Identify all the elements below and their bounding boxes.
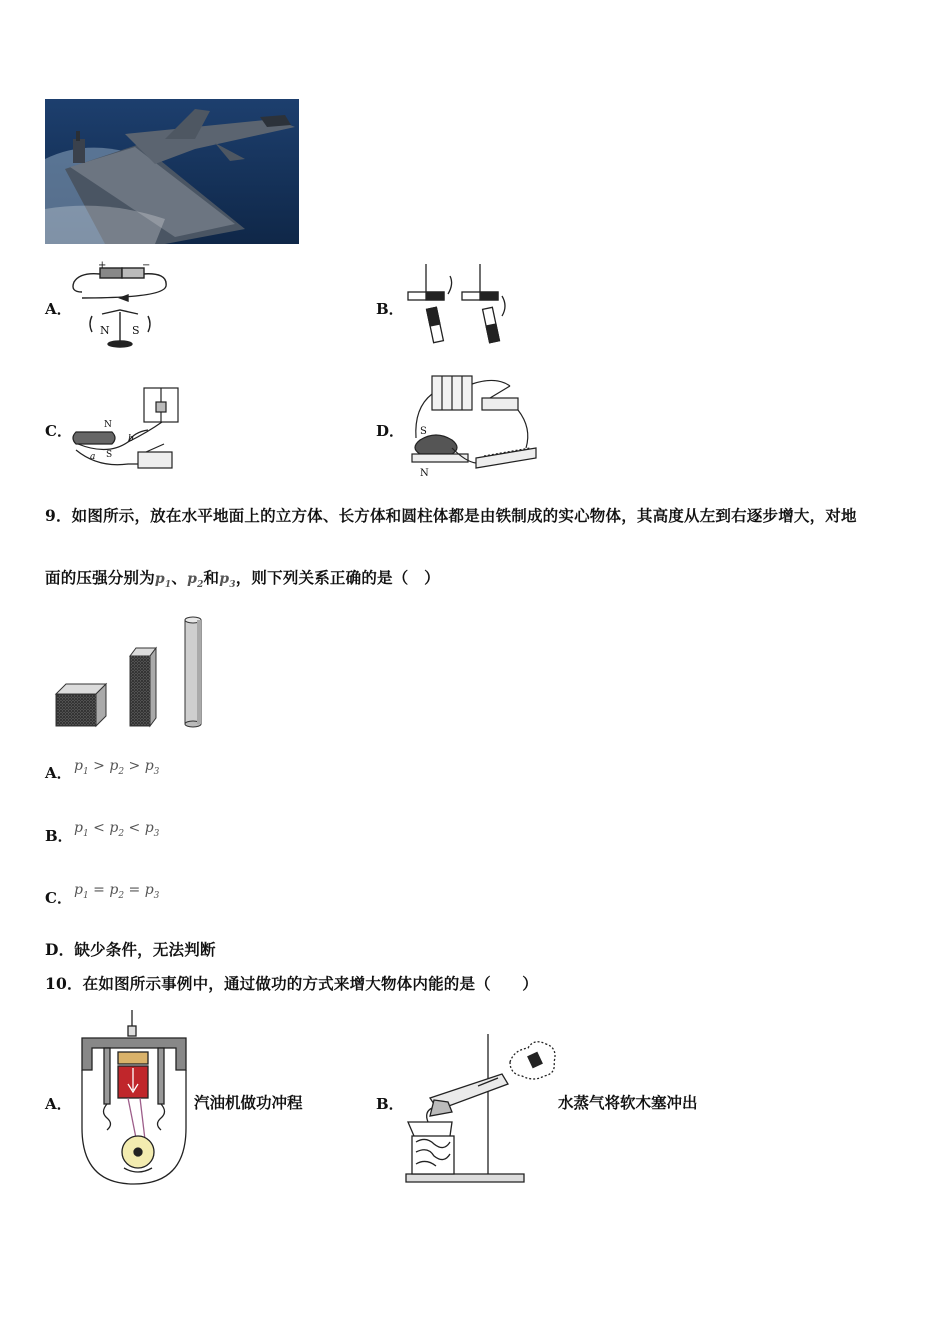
q8-option-d-figure: [406, 368, 540, 482]
q9-p3: [219, 571, 236, 590]
q9-option-c-label: C．: [45, 889, 72, 907]
q10-question: 10．在如图所示事例中，通过做功的方式来增大物体内能的是（ ）: [45, 974, 538, 993]
q8-option-b-figure: [404, 262, 522, 348]
q10-steam-figure: [404, 1028, 560, 1188]
q9c-p2: p: [109, 882, 119, 898]
q9c-p3: p: [144, 882, 154, 898]
q8d-n: N: [420, 468, 429, 479]
q8-option-c-figure: [68, 382, 184, 478]
q9c-op2: =: [128, 882, 141, 898]
q8-option-b-label: B．: [376, 300, 404, 318]
q9-option-b-formula: [74, 820, 159, 839]
q9-line2-post: ，则下列关系正确的是（ ）: [235, 568, 440, 587]
q9c-op1: =: [93, 882, 105, 898]
q9b-p1: p: [74, 820, 83, 836]
q10-option-a-label: A．: [45, 1095, 72, 1113]
q9c-s2: 2: [118, 890, 125, 901]
q9a-op1: >: [93, 758, 105, 774]
q9-p2: [187, 571, 204, 590]
q10-option-b-label: B．: [376, 1095, 404, 1113]
q9-line2-pre: 面的压强分别为: [45, 568, 155, 587]
q9-p3-sym: p: [219, 571, 230, 587]
carrier-jet-image: [45, 99, 299, 244]
q9-p1-sym: p: [154, 571, 165, 587]
q10-option-a-caption: 汽油机做功冲程: [194, 1093, 303, 1112]
q8-option-a-label: A．: [45, 300, 72, 318]
q9-option-a-formula: [74, 758, 159, 777]
q9-option-d: [45, 938, 216, 960]
q9-p2-sub: 2: [197, 579, 204, 590]
q9a-s1: 1: [82, 766, 89, 777]
q9c-s3: 3: [153, 890, 160, 901]
q8c-n: N: [104, 420, 112, 430]
q9-option-b-label: B．: [45, 827, 73, 845]
q9-option-d-text: 缺少条件，无法判断: [74, 940, 216, 959]
q9b-op2: <: [128, 820, 141, 836]
q9-p1: [154, 571, 172, 590]
q9a-p3: p: [144, 758, 154, 774]
q8-option-d-label: D．: [376, 422, 405, 440]
q8-option-a-figure: [70, 262, 172, 352]
q8d-s: S: [420, 426, 427, 437]
q9c-s1: 1: [82, 890, 89, 901]
q9a-s3: 3: [153, 766, 160, 777]
q9-option-d-label: D．: [45, 940, 75, 959]
q9-sep2: 和: [203, 568, 220, 587]
q9-solids-figure: [54, 614, 214, 728]
q8c-s: S: [106, 450, 113, 460]
q9c-p1: p: [74, 882, 83, 898]
q9-option-a-label: A．: [45, 764, 72, 782]
q9a-s2: 2: [118, 766, 125, 777]
q9b-s3: 3: [153, 828, 160, 839]
q8c-b: b: [128, 434, 134, 444]
q9-p3-sub: 3: [229, 579, 236, 590]
q9-question-line1: 9．如图所示，放在水平地面上的立方体、长方体和圆柱体都是由铁制成的实心物体，其高度从左到右逐步增大，对地: [45, 506, 857, 525]
q9-p2-sym: p: [187, 571, 198, 587]
q9b-s2: 2: [118, 828, 125, 839]
q9-option-c-formula: [74, 882, 159, 901]
q8a-minus: −: [142, 260, 151, 271]
q10-option-b-caption: 水蒸气将软木塞冲出: [558, 1093, 698, 1112]
q9a-p2: p: [109, 758, 119, 774]
q8a-plus: +: [98, 260, 107, 271]
q9-question-line2: [45, 566, 440, 590]
q9a-op2: >: [128, 758, 141, 774]
q8-option-c-label: C．: [45, 422, 72, 440]
q8a-n: N: [100, 324, 110, 337]
q9b-s1: 1: [82, 828, 89, 839]
q10-engine-figure: [76, 1008, 192, 1188]
q8a-s: S: [132, 324, 140, 337]
q9-sep1: 、: [171, 568, 188, 587]
q9a-p1: p: [74, 758, 83, 774]
q9b-p2: p: [109, 820, 119, 836]
q9-p1-sub: 1: [164, 579, 172, 590]
q9b-p3: p: [144, 820, 154, 836]
q8c-a: a: [90, 452, 96, 462]
q9b-op1: <: [93, 820, 105, 836]
